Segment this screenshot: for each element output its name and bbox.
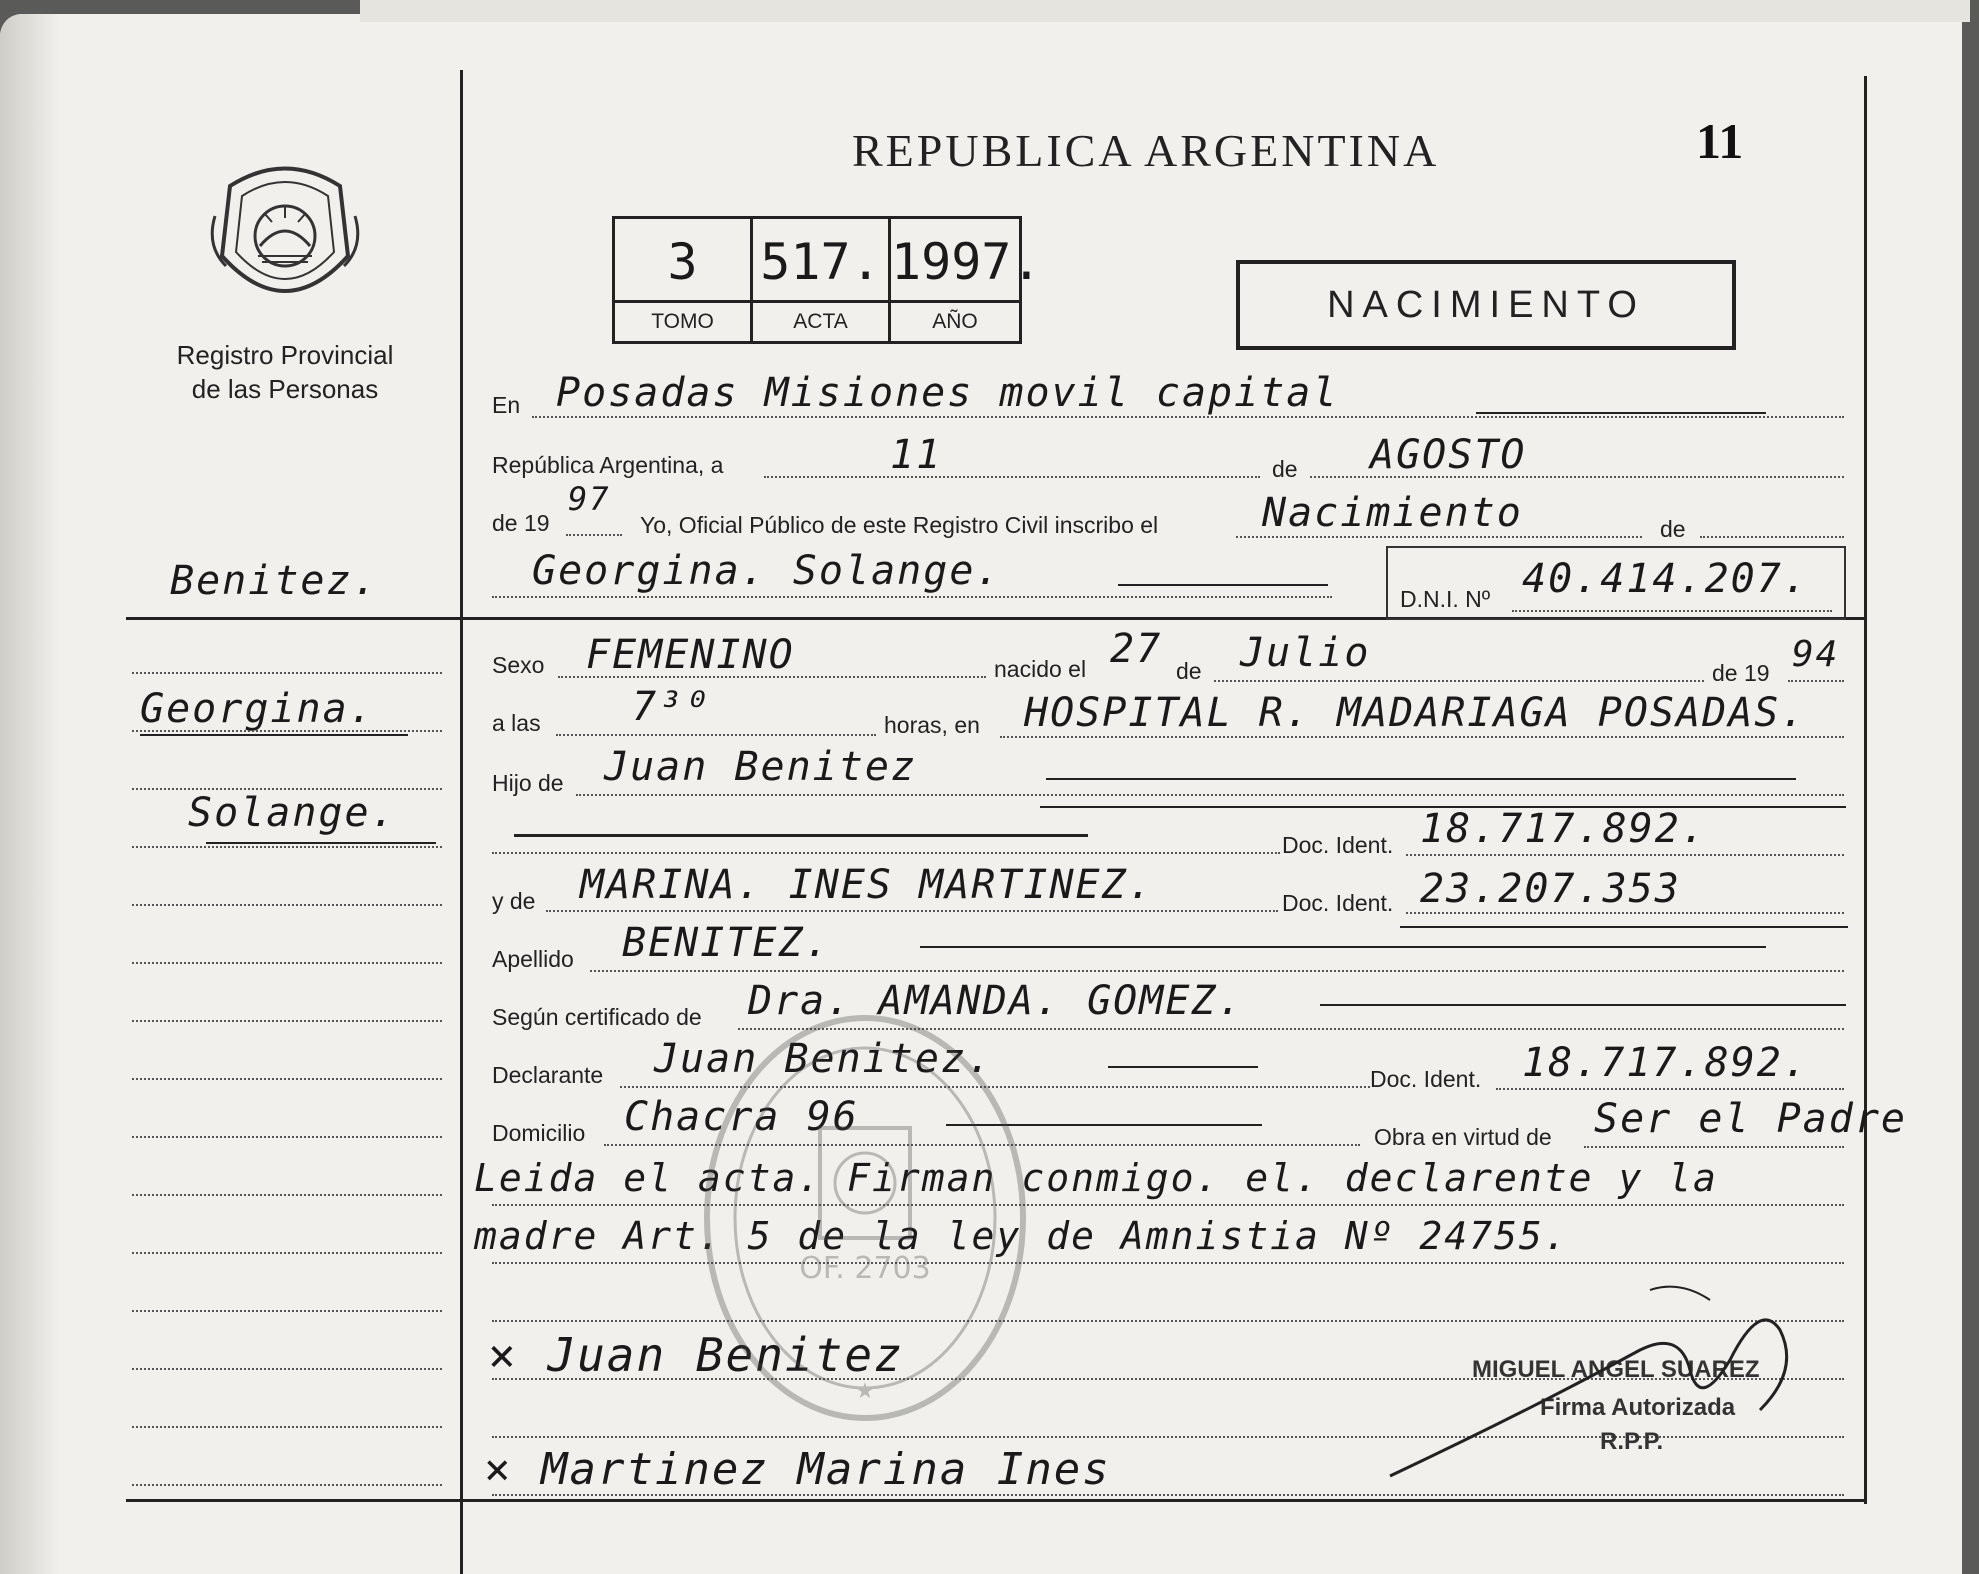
margin-dotted-line	[132, 1194, 442, 1196]
fill-line	[1400, 926, 1848, 928]
de-label: de	[1272, 456, 1298, 482]
doc-ident-label: Doc. Ident.	[1370, 1066, 1482, 1092]
birth-year: 94	[1792, 634, 1840, 675]
alas-label: a las	[492, 710, 541, 736]
dotted-line	[1788, 680, 1844, 682]
dni-value: 40.414.207.	[1522, 556, 1809, 602]
margin-underline-1	[140, 734, 408, 736]
margin-dotted-line	[132, 1252, 442, 1254]
dotted-line	[1700, 536, 1844, 538]
official-name: MIGUEL ANGEL SUAREZ	[1472, 1356, 1760, 1383]
page-title: REPUBLICA ARGENTINA	[852, 125, 1440, 176]
declarante-name: Juan Benitez.	[654, 1036, 994, 1082]
fill-line	[1046, 778, 1796, 780]
note-line-2: madre Art. 5 de la ley de Amnistia Nº 24755.	[474, 1214, 1569, 1258]
segun-label: Según certificado de	[492, 1004, 702, 1030]
tomo-label: TOMO	[615, 300, 750, 341]
dotted-line	[1406, 854, 1844, 856]
record-type-box: NACIMIENTO	[1236, 260, 1736, 350]
margin-surname: Benitez.	[170, 558, 379, 604]
tomo-value: 3	[667, 233, 698, 291]
dotted-line	[492, 596, 1332, 598]
margin-divider	[460, 70, 463, 1574]
father-name: Juan Benitez	[604, 744, 917, 790]
anio-cell	[891, 219, 1042, 341]
official-stamp-icon	[700, 1008, 1030, 1428]
margin-given-name-1: Georgina.	[140, 686, 375, 732]
dotted-line	[492, 852, 1280, 854]
page-edge-strip	[360, 0, 1970, 22]
birth-hour: 7³⁰	[632, 684, 711, 730]
margin-dotted-line	[132, 904, 442, 906]
registration-month: AGOSTO	[1370, 432, 1527, 478]
registry-line-2: de las Personas	[191, 374, 379, 404]
de19-label: de 19	[492, 510, 550, 536]
fill-line	[920, 946, 1766, 948]
birth-de-label: de	[1176, 658, 1202, 684]
father-signature: × Juan Benitez	[488, 1328, 904, 1382]
doc-ident-label: Doc. Ident.	[1282, 832, 1394, 858]
obra-label: Obra en virtud de	[1374, 1124, 1552, 1150]
acta-value: 517.	[760, 233, 881, 291]
acta-label: ACTA	[753, 300, 888, 341]
mother-doc: 23.207.353	[1420, 866, 1681, 912]
dotted-line	[1512, 610, 1832, 612]
fill-line	[1108, 1066, 1258, 1068]
fill-line	[1320, 1004, 1846, 1006]
doc-ident-label: Doc. Ident.	[1282, 890, 1394, 916]
margin-dotted-line	[132, 1020, 442, 1022]
mother-signature: × Martinez Marina Ines	[484, 1444, 1111, 1495]
sexo-label: Sexo	[492, 652, 545, 678]
domicilio-label: Domicilio	[492, 1120, 586, 1146]
margin-dotted-line	[132, 1484, 442, 1486]
de1919-label: de 19	[1712, 660, 1770, 686]
dotted-line	[566, 534, 622, 536]
official-office: R.P.P.	[1600, 1428, 1664, 1455]
dotted-line	[1214, 680, 1704, 682]
tomo-cell	[615, 219, 753, 341]
hijo-label: Hijo de	[492, 770, 564, 796]
acta-cell	[753, 219, 891, 341]
sex-value: FEMENINO	[586, 632, 795, 678]
apellido-value: BENITEZ.	[622, 920, 831, 966]
dotted-line	[764, 476, 1260, 478]
fill-line	[514, 834, 1088, 837]
yo-label: Yo, Oficial Público de este Registro Civil inscribo el	[640, 512, 1159, 538]
child-name: Georgina. Solange.	[532, 548, 1002, 594]
dotted-line	[492, 1204, 1844, 1206]
margin-dotted-line	[132, 730, 442, 732]
margin-dotted-line	[132, 672, 442, 674]
anio-value: 1997.	[891, 233, 1042, 291]
note-line-1: Leida el acta. Firman conmigo. el. declarente y la	[474, 1156, 1718, 1200]
republica-label: República Argentina, a	[492, 452, 724, 478]
certificado-value: Dra. AMANDA. GOMEZ.	[748, 978, 1244, 1024]
obra-value: Ser el Padre	[1594, 1096, 1907, 1142]
margin-dotted-line	[132, 788, 442, 790]
fill-line	[1476, 412, 1766, 414]
margin-dotted-line	[132, 1426, 442, 1428]
dni-label: D.N.I. Nº	[1400, 586, 1491, 612]
footer-separator	[126, 1499, 1864, 1502]
margin-underline-2	[206, 842, 436, 844]
dotted-line	[1584, 1146, 1844, 1148]
margin-dotted-line	[132, 1310, 442, 1312]
domicilio-value: Chacra 96	[624, 1094, 859, 1140]
page-number: 11	[1696, 113, 1744, 169]
dni-box	[1386, 546, 1846, 620]
birth-day: 27	[1110, 626, 1163, 672]
margin-dotted-line	[132, 846, 442, 848]
anio-label: AÑO	[891, 300, 1019, 341]
registration-year: 97	[568, 480, 611, 518]
margin-dotted-line	[132, 1078, 442, 1080]
birth-place: HOSPITAL R. MADARIAGA POSADAS.	[1024, 690, 1807, 736]
apellido-label: Apellido	[492, 946, 574, 972]
dotted-line	[546, 910, 1278, 912]
event-type: Nacimiento	[1262, 490, 1523, 536]
registry-line-1: Registro Provincial	[176, 340, 394, 370]
right-border	[1864, 76, 1867, 1504]
declarante-label: Declarante	[492, 1062, 604, 1088]
horas-label: horas, en	[884, 712, 980, 738]
dotted-line	[556, 734, 876, 736]
margin-dotted-line	[132, 1368, 442, 1370]
declarante-doc: 18.717.892.	[1522, 1040, 1809, 1086]
act-number-box	[612, 216, 1042, 344]
svg-text:★: ★	[855, 1379, 875, 1404]
stamp-code: OF. 2703	[799, 1251, 931, 1286]
fill-line	[1118, 584, 1328, 586]
mother-name: MARINA. INES MARTINEZ.	[580, 862, 1154, 908]
margin-dotted-line	[132, 1136, 442, 1138]
registration-day: 11	[890, 432, 943, 478]
dotted-line	[1496, 1088, 1844, 1090]
father-doc: 18.717.892.	[1420, 806, 1707, 852]
official-role: Firma Autorizada	[1540, 1394, 1736, 1421]
dotted-line	[532, 416, 1844, 418]
dotted-line	[1236, 536, 1642, 538]
dotted-line	[590, 970, 1844, 972]
binding-edge	[0, 14, 60, 1574]
dotted-line	[1000, 736, 1844, 738]
place-of-registration: Posadas Misiones movil capital	[556, 370, 1339, 416]
de-label: de	[1660, 516, 1686, 542]
provincia-de-misiones-seal-icon	[210, 156, 360, 312]
en-label: En	[492, 392, 521, 418]
birth-month: Julio	[1240, 630, 1371, 676]
dotted-line	[576, 794, 1844, 796]
margin-dotted-line	[132, 962, 442, 964]
official-signature-scribble-icon	[1380, 1270, 1820, 1490]
margin-given-name-2: Solange.	[188, 790, 397, 836]
dotted-line	[1406, 912, 1844, 914]
registry-name	[150, 338, 420, 406]
nacido-label: nacido el	[994, 656, 1087, 682]
dotted-line	[492, 1262, 1844, 1264]
yde-label: y de	[492, 888, 536, 914]
